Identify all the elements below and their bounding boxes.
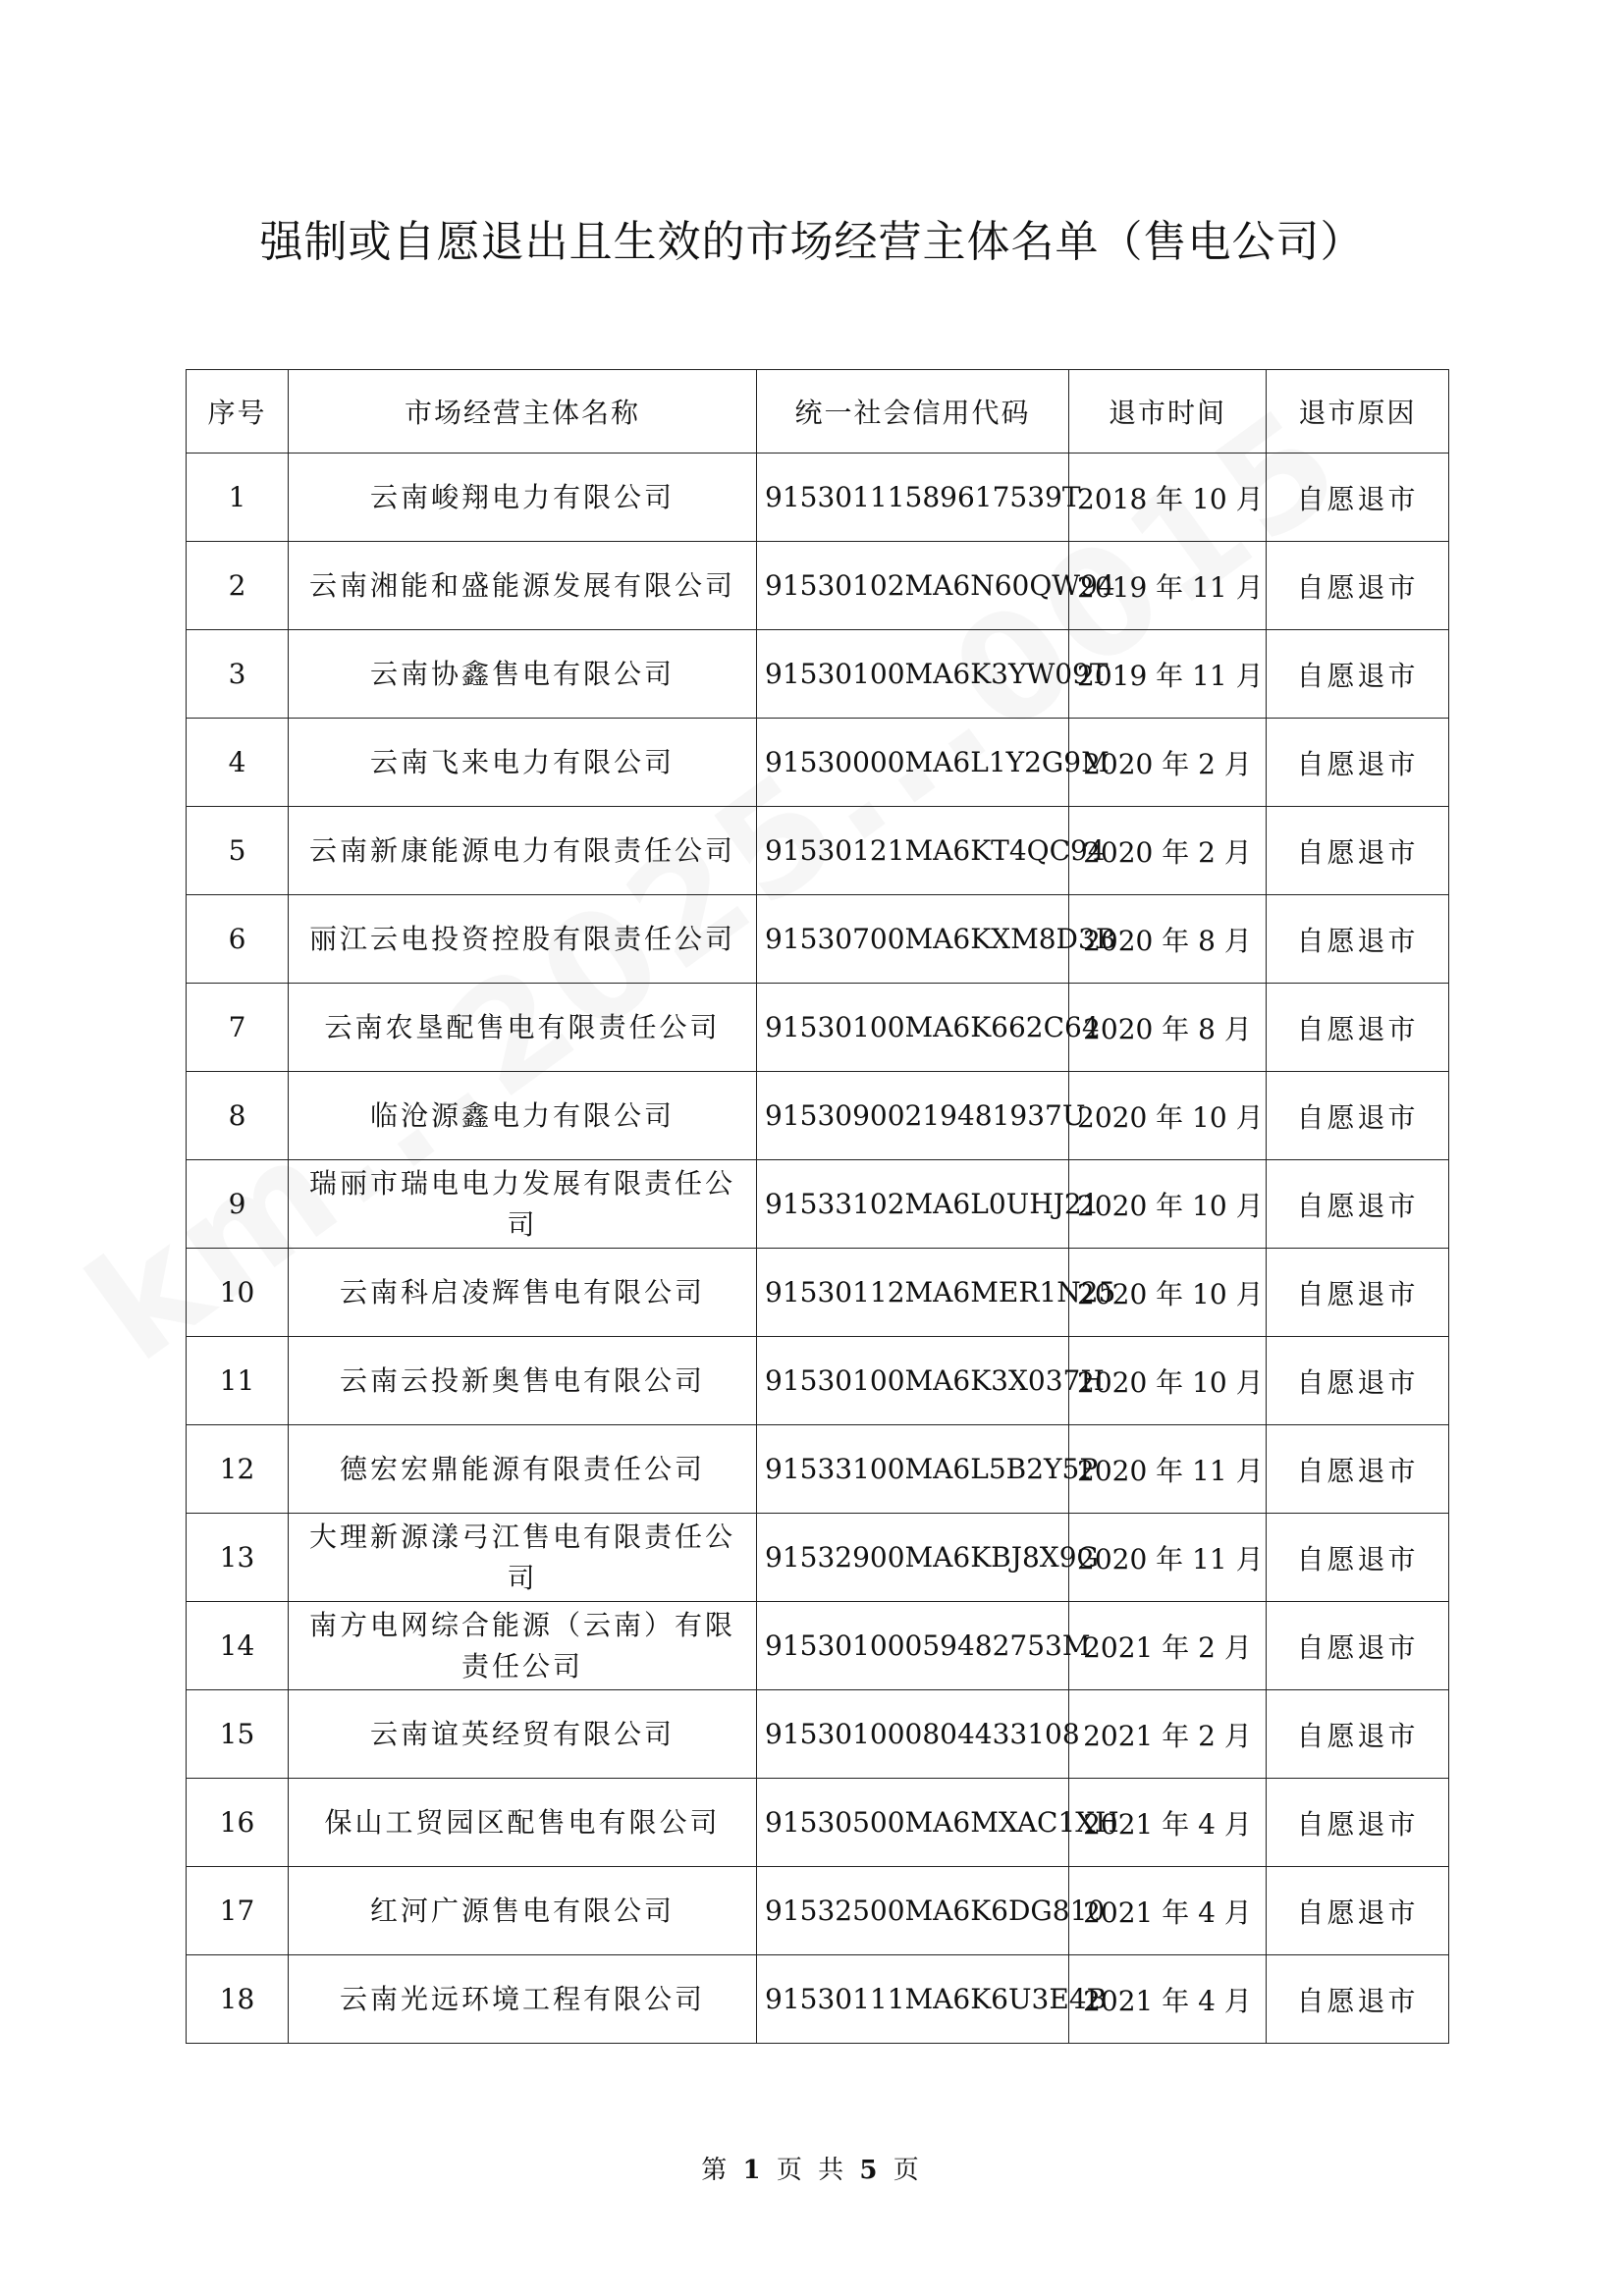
cell-exit-time: 2020 年 2 月 [1069,807,1267,895]
cell-exit-reason: 自愿退市 [1267,1955,1449,2044]
cell-exit-reason: 自愿退市 [1267,1425,1449,1514]
cell-credit-code: 915301000804433108 [757,1690,1069,1779]
cell-exit-time: 2021 年 4 月 [1069,1955,1267,2044]
cell-entity-name: 云南峻翔电力有限公司 [289,454,757,542]
cell-entity-name: 临沧源鑫电力有限公司 [289,1072,757,1160]
table-row [187,1337,1449,1425]
cell-index: 17 [187,1867,289,1955]
table-row [187,1779,1449,1867]
cell-credit-code: 91530100MA6K3YW09T [757,630,1069,719]
page-footer [0,2150,1624,2186]
table-row [187,454,1449,542]
cell-exit-time: 2021 年 2 月 [1069,1690,1267,1779]
cell-credit-code: 91530900219481937U [757,1072,1069,1160]
cell-credit-code: 91530000MA6L1Y2G9M [757,719,1069,807]
cell-entity-name: 南方电网综合能源（云南）有限责任公司 [289,1602,757,1690]
cell-credit-code: 91530100MA6K3X037H [757,1337,1069,1425]
cell-exit-time: 2020 年 10 月 [1069,1249,1267,1337]
cell-index: 1 [187,454,289,542]
cell-entity-name: 云南飞来电力有限公司 [289,719,757,807]
footer-middle: 页 共 [776,2156,848,2185]
header-reason: 退市原因 [1267,370,1449,454]
cell-exit-reason: 自愿退市 [1267,807,1449,895]
cell-exit-reason: 自愿退市 [1267,454,1449,542]
cell-credit-code: 91530100MA6K662C64 [757,984,1069,1072]
cell-exit-reason: 自愿退市 [1267,1602,1449,1690]
cell-exit-time: 2020 年 10 月 [1069,1160,1267,1249]
cell-exit-reason: 自愿退市 [1267,542,1449,630]
cell-entity-name: 云南湘能和盛能源发展有限公司 [289,542,757,630]
table-row [187,630,1449,719]
header-code: 统一社会信用代码 [757,370,1069,454]
cell-exit-reason: 自愿退市 [1267,984,1449,1072]
table-row [187,719,1449,807]
table-row [187,1955,1449,2044]
cell-credit-code: 91530112MA6MER1N25 [757,1249,1069,1337]
cell-entity-name: 云南云投新奥售电有限公司 [289,1337,757,1425]
cell-entity-name: 云南新康能源电力有限责任公司 [289,807,757,895]
cell-entity-name: 德宏宏鼎能源有限责任公司 [289,1425,757,1514]
cell-exit-time: 2019 年 11 月 [1069,630,1267,719]
table-row [187,1602,1449,1690]
cell-index: 4 [187,719,289,807]
cell-exit-time: 2020 年 10 月 [1069,1337,1267,1425]
cell-index: 10 [187,1249,289,1337]
cell-index: 13 [187,1514,289,1602]
cell-exit-time: 2021 年 4 月 [1069,1867,1267,1955]
cell-credit-code: 91530100059482753M [757,1602,1069,1690]
cell-exit-time: 2021 年 4 月 [1069,1779,1267,1867]
footer-suffix: 页 [893,2156,923,2185]
footer-total-pages: 5 [859,2156,882,2185]
table-row [187,895,1449,984]
cell-exit-reason: 自愿退市 [1267,895,1449,984]
table-row [187,1867,1449,1955]
cell-index: 3 [187,630,289,719]
footer-page-number: 1 [742,2156,765,2185]
cell-credit-code: 91530111MA6K6U3E4B [757,1955,1069,2044]
cell-exit-time: 2020 年 11 月 [1069,1514,1267,1602]
cell-exit-reason: 自愿退市 [1267,719,1449,807]
table-row [187,1249,1449,1337]
table-row [187,1690,1449,1779]
cell-credit-code: 91530121MA6KT4QC94 [757,807,1069,895]
cell-exit-time: 2020 年 10 月 [1069,1072,1267,1160]
cell-exit-time: 2020 年 11 月 [1069,1425,1267,1514]
cell-entity-name: 瑞丽市瑞电电力发展有限责任公司 [289,1160,757,1249]
cell-index: 2 [187,542,289,630]
cell-credit-code: 91530111589617539T [757,454,1069,542]
cell-index: 14 [187,1602,289,1690]
cell-exit-reason: 自愿退市 [1267,1249,1449,1337]
cell-credit-code: 91530102MA6N60QW94 [757,542,1069,630]
cell-index: 9 [187,1160,289,1249]
cell-exit-reason: 自愿退市 [1267,1690,1449,1779]
cell-index: 6 [187,895,289,984]
cell-index: 8 [187,1072,289,1160]
table-row [187,1160,1449,1249]
cell-exit-reason: 自愿退市 [1267,1867,1449,1955]
cell-index: 15 [187,1690,289,1779]
cell-index: 7 [187,984,289,1072]
cell-exit-reason: 自愿退市 [1267,1160,1449,1249]
table-row [187,1072,1449,1160]
cell-index: 5 [187,807,289,895]
cell-exit-reason: 自愿退市 [1267,1072,1449,1160]
cell-credit-code: 91533102MA6L0UHJ21 [757,1160,1069,1249]
cell-credit-code: 91533100MA6L5B2Y5P [757,1425,1069,1514]
header-time: 退市时间 [1069,370,1267,454]
cell-exit-time: 2019 年 11 月 [1069,542,1267,630]
cell-entity-name: 大理新源漾弓江售电有限责任公司 [289,1514,757,1602]
cell-credit-code: 91532500MA6K6DG810 [757,1867,1069,1955]
cell-exit-time: 2020 年 2 月 [1069,719,1267,807]
cell-exit-time: 2020 年 8 月 [1069,984,1267,1072]
market-entity-table [186,369,1449,2044]
cell-entity-name: 云南科启凌辉售电有限公司 [289,1249,757,1337]
table-row [187,542,1449,630]
table-row [187,807,1449,895]
cell-exit-time: 2018 年 10 月 [1069,454,1267,542]
cell-entity-name: 红河广源售电有限公司 [289,1867,757,1955]
table-header-row [187,370,1449,454]
footer-prefix: 第 [701,2156,731,2185]
cell-entity-name: 云南谊英经贸有限公司 [289,1690,757,1779]
cell-credit-code: 91532900MA6KBJ8X9G [757,1514,1069,1602]
page-title: 强制或自愿退出且生效的市场经营主体名单（售电公司） [259,217,1365,267]
table-row [187,984,1449,1072]
cell-index: 16 [187,1779,289,1867]
table-row [187,1514,1449,1602]
cell-entity-name: 云南光远环境工程有限公司 [289,1955,757,2044]
cell-entity-name: 云南农垦配售电有限责任公司 [289,984,757,1072]
header-name: 市场经营主体名称 [289,370,757,454]
cell-index: 11 [187,1337,289,1425]
cell-exit-time: 2020 年 8 月 [1069,895,1267,984]
cell-exit-time: 2021 年 2 月 [1069,1602,1267,1690]
cell-exit-reason: 自愿退市 [1267,1779,1449,1867]
cell-credit-code: 91530500MA6MXAC1XH [757,1779,1069,1867]
cell-exit-reason: 自愿退市 [1267,630,1449,719]
cell-entity-name: 云南协鑫售电有限公司 [289,630,757,719]
cell-credit-code: 91530700MA6KXM8D3B [757,895,1069,984]
cell-index: 18 [187,1955,289,2044]
table-row [187,1425,1449,1514]
cell-index: 12 [187,1425,289,1514]
cell-exit-reason: 自愿退市 [1267,1337,1449,1425]
cell-exit-reason: 自愿退市 [1267,1514,1449,1602]
cell-entity-name: 保山工贸园区配售电有限公司 [289,1779,757,1867]
cell-entity-name: 丽江云电投资控股有限责任公司 [289,895,757,984]
header-index: 序号 [187,370,289,454]
